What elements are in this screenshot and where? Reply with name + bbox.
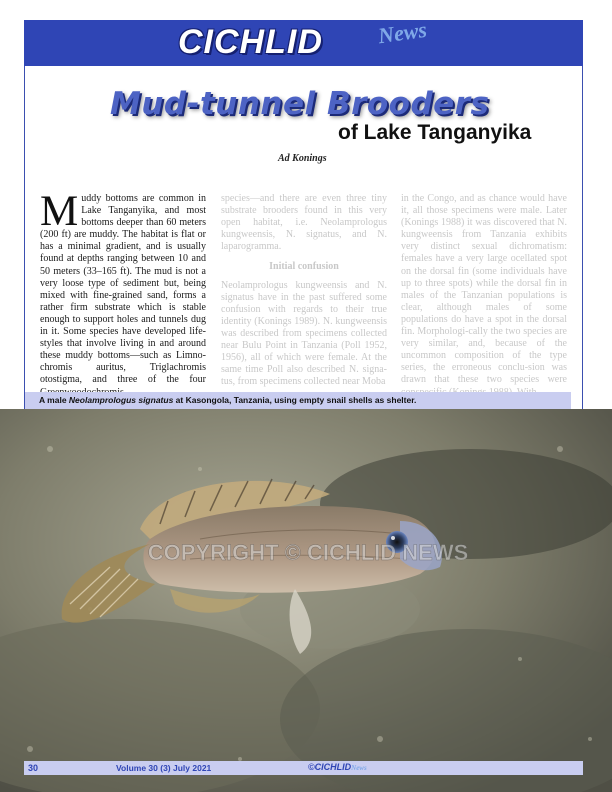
footer-logo-sub: News [351,764,367,772]
footer-logo [308,762,367,772]
copyright-watermark: COPYRIGHT © CICHLID NEWS [147,540,469,565]
column-2-paragraph-1: species—and there are even three tiny substrate brooders found in this very open habitat, i.e. Neolamprologus kungweensis, N. signatus, and N. laparogramma. [221,193,387,253]
photo-caption [25,392,571,409]
drop-cap: M [40,188,79,235]
caption-species: Neolamprologus signatus [68,395,174,405]
footer-logo-main: CICHLID [314,762,352,772]
caption-prefix: A male [39,395,69,405]
article-column-1 [40,188,206,399]
fish-photo-illustration [0,409,612,792]
article-column-2 [221,193,387,394]
column-1-text: uddy bottoms are common in Lake Tanganyika, and most bottoms deeper than 60 meters (200 ft) are muddy. The habitat is flat or has a minimal gradient, and is usually found at depths ranging between 10 and 50 meters (33–165 ft). The mud is not a very loose type of sediment but, being mixed with fine-grained sand, forms a rather firm substrate which is stable enough to support holes and tunnels dug in it. Some species have developed life-styles that involve living in and around these muddy bottoms—such as Limno-chromis auritus, Triglachromis otostigma, and three of the four [40,193,206,386]
footer-logo-copyright: © [308,762,315,772]
author-byline: Ad Konings [278,153,327,164]
masthead-subtitle: News [376,16,429,49]
caption-suffix: at Kasongola, Tanzania, using empty snail shells as shelter. [173,395,417,405]
article-subheadline: of Lake Tanganyika [338,121,532,144]
fish-photo [0,409,612,792]
column-2-paragraph-2: Neolamprologus kungweensis and N. signatus have in the past suffered some confusion with regards to their true identity (Konings 1989). N. kungweensis was described from specimens collected near Bulu Point in Tanzania (Poll 1952, 1956), all of which were female. At the same time Poll also described N. signa-tus, from specimens collected near Moba [221,279,387,388]
masthead-title: CICHLID [178,23,323,61]
article-column-3 [401,193,567,405]
article-headline: Mud-tunnel Brooders [110,86,490,122]
page-number: 30 [28,763,39,773]
issue-info: Volume 30 (3) July 2021 [116,763,212,773]
footer-bar [24,761,583,775]
section-subhead: Initial confusion [269,261,339,273]
column-3-text: in the Congo, and as chance would have it, all those specimens were male. Later (Konings 1988) it was discovered that N. kungweensis from Tanzania exhibits very distinct sexual dichromatism: females have a very large ocellated spot on the dorsal fin (some individuals have up to three spots) while the dorsal fin in males of the Tanzanian populations is clear, although males of some populations do have a spot in the dorsal fin. Morphologi-cally the two species are very similar, and, because of the uncommon composition of the type series, the erroneous conclu-sion was drawn that these two species were [401,193,567,386]
